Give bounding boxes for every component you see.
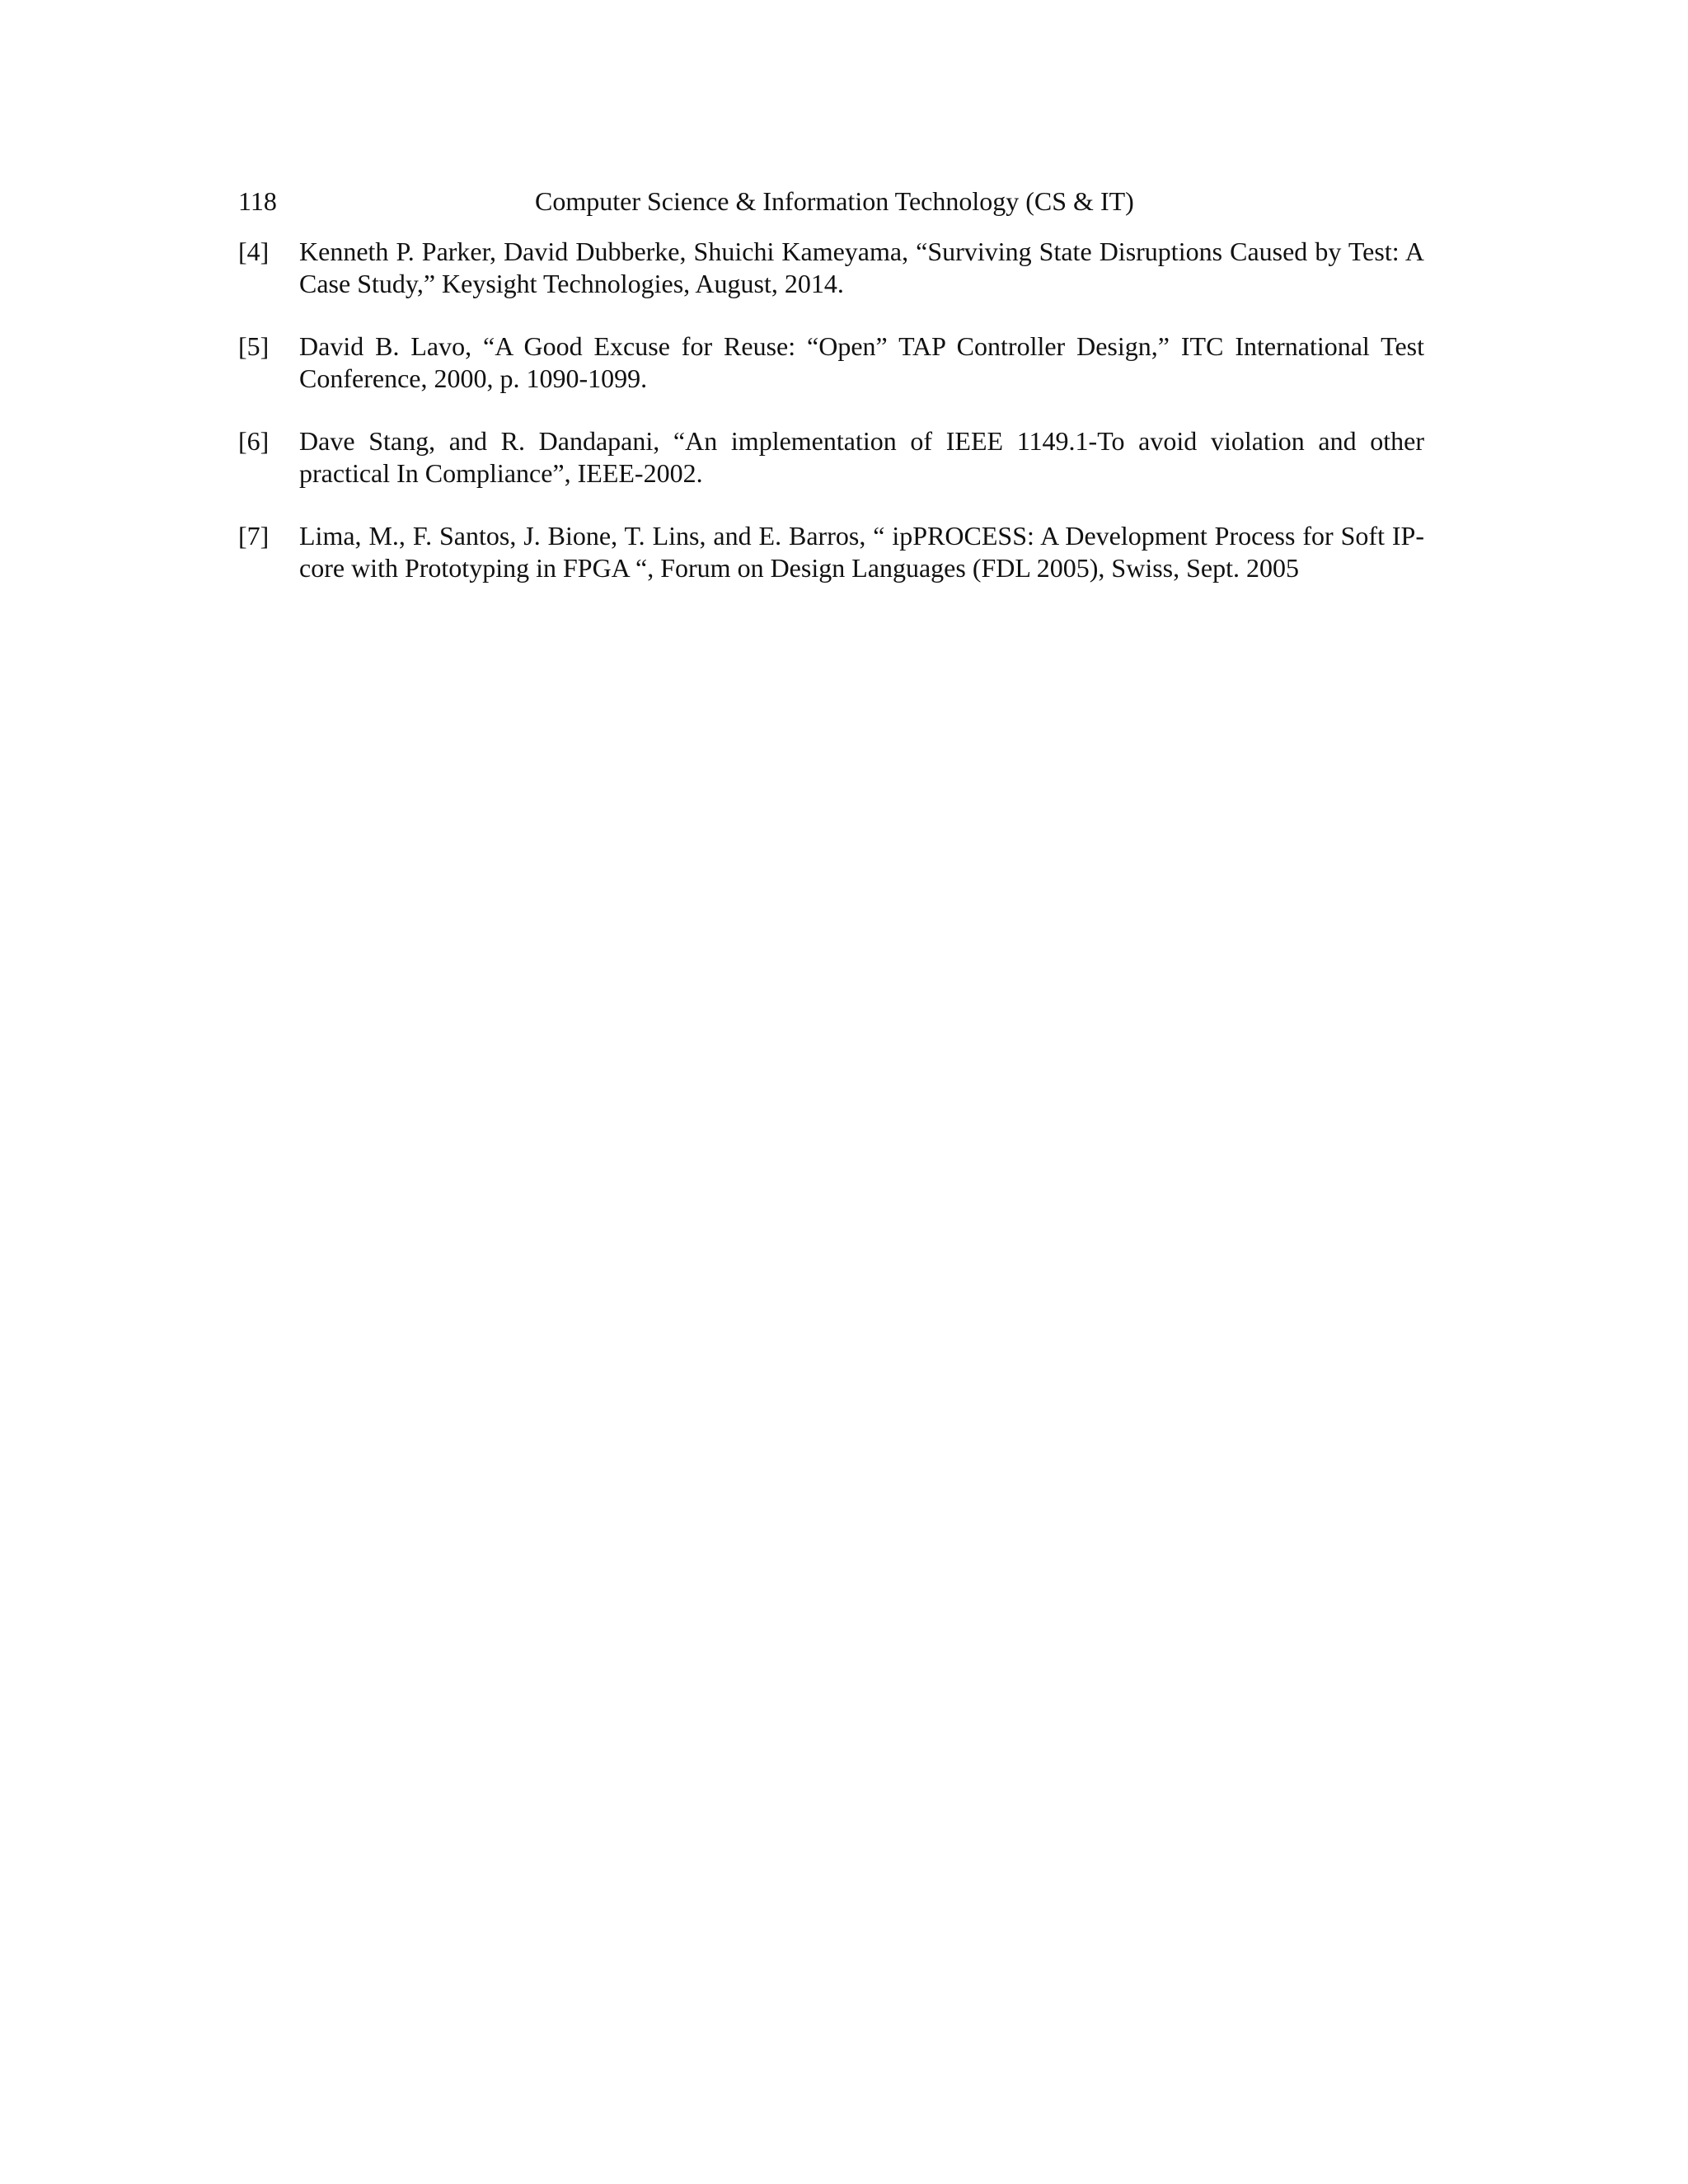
reference-list bbox=[238, 236, 1424, 615]
reference-text: Kenneth P. Parker, David Dubberke, Shuichi Kameyama, “Surviving State Disruptions Caused by Test: A Case Study,” Keysight Technologies, August, 2014. bbox=[299, 237, 1424, 298]
reference-number: [6] bbox=[238, 426, 270, 456]
running-title: Computer Science & Information Technology (CS & IT) bbox=[535, 186, 1134, 216]
reference-number: [4] bbox=[238, 237, 270, 266]
reference-text: Lima, M., F. Santos, J. Bione, T. Lins, and E. Barros, “ ipPROCESS: A Development Process for Soft IP-core with Prototyping in FPGA “, Forum on Design Languages (FDL 2005), Swiss, Sept. 2005 bbox=[299, 521, 1424, 583]
page-header bbox=[238, 183, 1424, 219]
reference-text: Dave Stang, and R. Dandapani, “An implementation of IEEE 1149.1-To avoid violation and other practical In Compliance”, IEEE-2002. bbox=[299, 426, 1424, 488]
reference-item bbox=[238, 520, 1424, 584]
reference-number: [5] bbox=[238, 331, 270, 361]
reference-text: David B. Lavo, “A Good Excuse for Reuse: “Open” TAP Controller Design,” ITC International Test Conference, 2000, p. 1090-1099. bbox=[299, 331, 1424, 393]
reference-item bbox=[238, 330, 1424, 395]
reference-item bbox=[238, 236, 1424, 300]
page-number: 118 bbox=[238, 186, 277, 216]
reference-item bbox=[238, 425, 1424, 490]
reference-number: [7] bbox=[238, 521, 270, 551]
